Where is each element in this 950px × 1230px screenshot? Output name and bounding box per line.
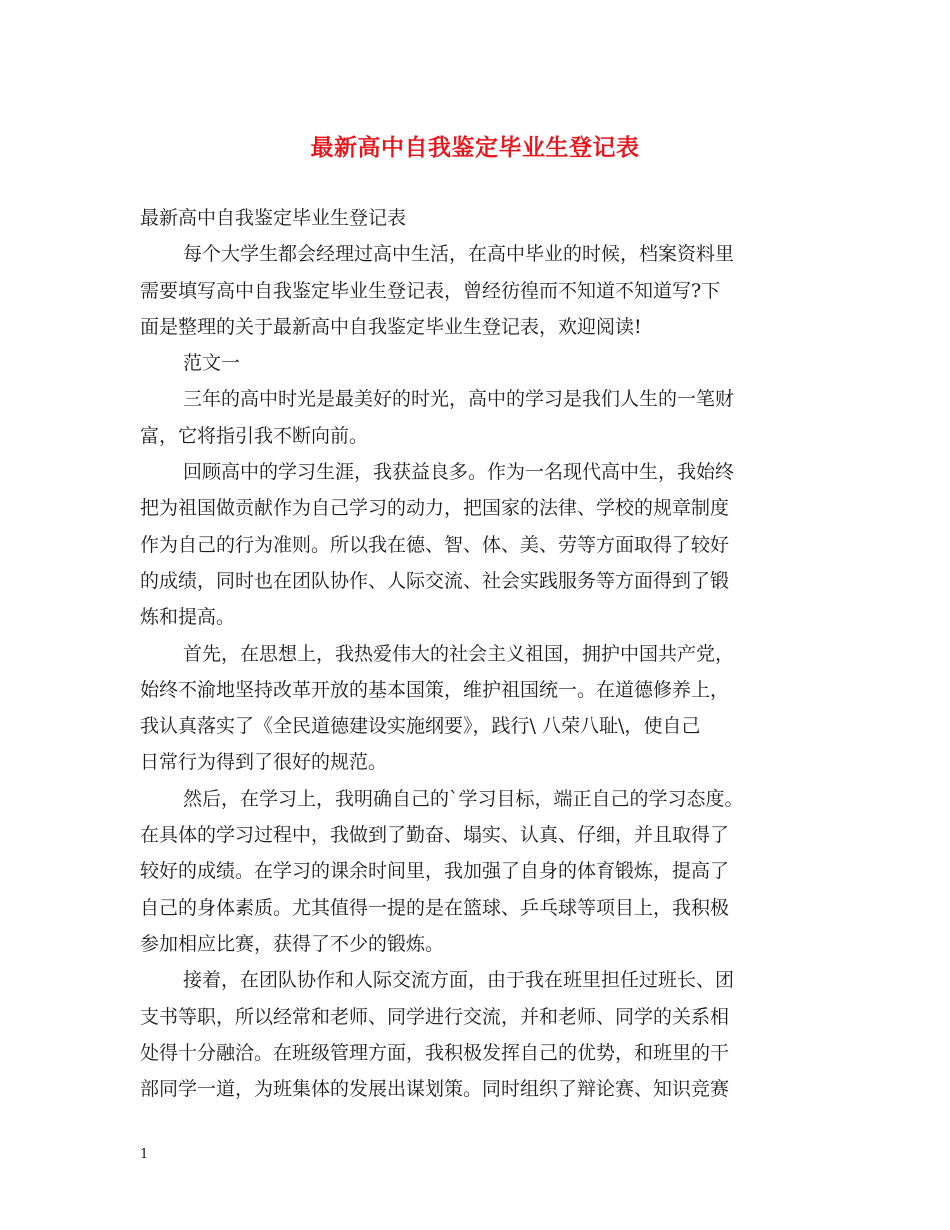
body-line: 三年的高中时光是最美好的时光，高中的学习是我们人生的一笔财 <box>183 388 735 411</box>
page-number: 1 <box>140 1147 149 1162</box>
body-line: 日常行为得到了很好的规范。 <box>140 751 388 774</box>
body-line: 自己的身体素质。尤其值得一提的是在篮球、乒乓球等项目上，我积极 <box>140 896 730 919</box>
body-line: 需要填写高中自我鉴定毕业生登记表，曾经彷徨而不知道不知道写?下 <box>140 279 721 302</box>
body-line: 处得十分融洽。在班级管理方面，我积极发挥自己的优势，和班里的干 <box>140 1041 730 1064</box>
body-line: 面是整理的关于最新高中自我鉴定毕业生登记表，欢迎阅读! <box>140 315 642 338</box>
body-line: 富，它将指引我不断向前。 <box>140 424 369 447</box>
document-body <box>140 200 820 1107</box>
body-line: 我认真落实了《全民道德建设实施纲要》，践行\ 八荣八耻\，使自己 <box>140 715 701 738</box>
body-line: 把为祖国做贡献作为自己学习的动力，把国家的法律、学校的规章制度 <box>140 497 730 520</box>
body-line: 较好的成绩。在学习的课余时间里，我加强了自身的体育锻炼，提高了 <box>140 860 730 883</box>
body-line: 接着，在团队协作和人际交流方面，由于我在班里担任过班长、团 <box>183 969 735 992</box>
section-heading: 范文一 <box>183 352 241 375</box>
document-title: 最新高中自我鉴定毕业生登记表 <box>310 134 640 161</box>
body-line: 作为自己的行为准则。所以我在德、智、体、美、劳等方面取得了较好 <box>140 533 730 556</box>
body-line: 支书等职，所以经常和老师、同学进行交流，并和老师、同学的关系相 <box>140 1005 730 1028</box>
body-line: 部同学一道，为班集体的发展出谋划策。同时组织了辩论赛、知识竞赛 <box>140 1078 730 1101</box>
body-line: 然后，在学习上，我明确自己的`学习目标，端正自己的学习态度。 <box>183 787 744 810</box>
body-line: 炼和提高。 <box>140 606 236 629</box>
body-line: 最新高中自我鉴定毕业生登记表 <box>140 207 407 229</box>
body-line: 首先，在思想上，我热爱伟大的社会主义祖国，拥护中国共产党， <box>183 642 735 665</box>
body-line: 始终不渝地坚持改革开放的基本国策，维护祖国统一。在道德修养上， <box>140 678 730 701</box>
body-line: 的成绩，同时也在团队协作、人际交流、社会实践服务等方面得到了锻 <box>140 569 730 592</box>
body-line: 每个大学生都会经理过高中生活，在高中毕业的时候，档案资料里 <box>183 243 735 266</box>
body-line: 参加相应比赛，获得了不少的锻炼。 <box>140 932 445 955</box>
body-line: 回顾高中的学习生涯，我获益良多。作为一名现代高中生，我始终 <box>183 461 735 484</box>
body-line: 在具体的学习过程中，我做到了勤奋、塌实、认真、仔细，并且取得了 <box>140 824 730 847</box>
